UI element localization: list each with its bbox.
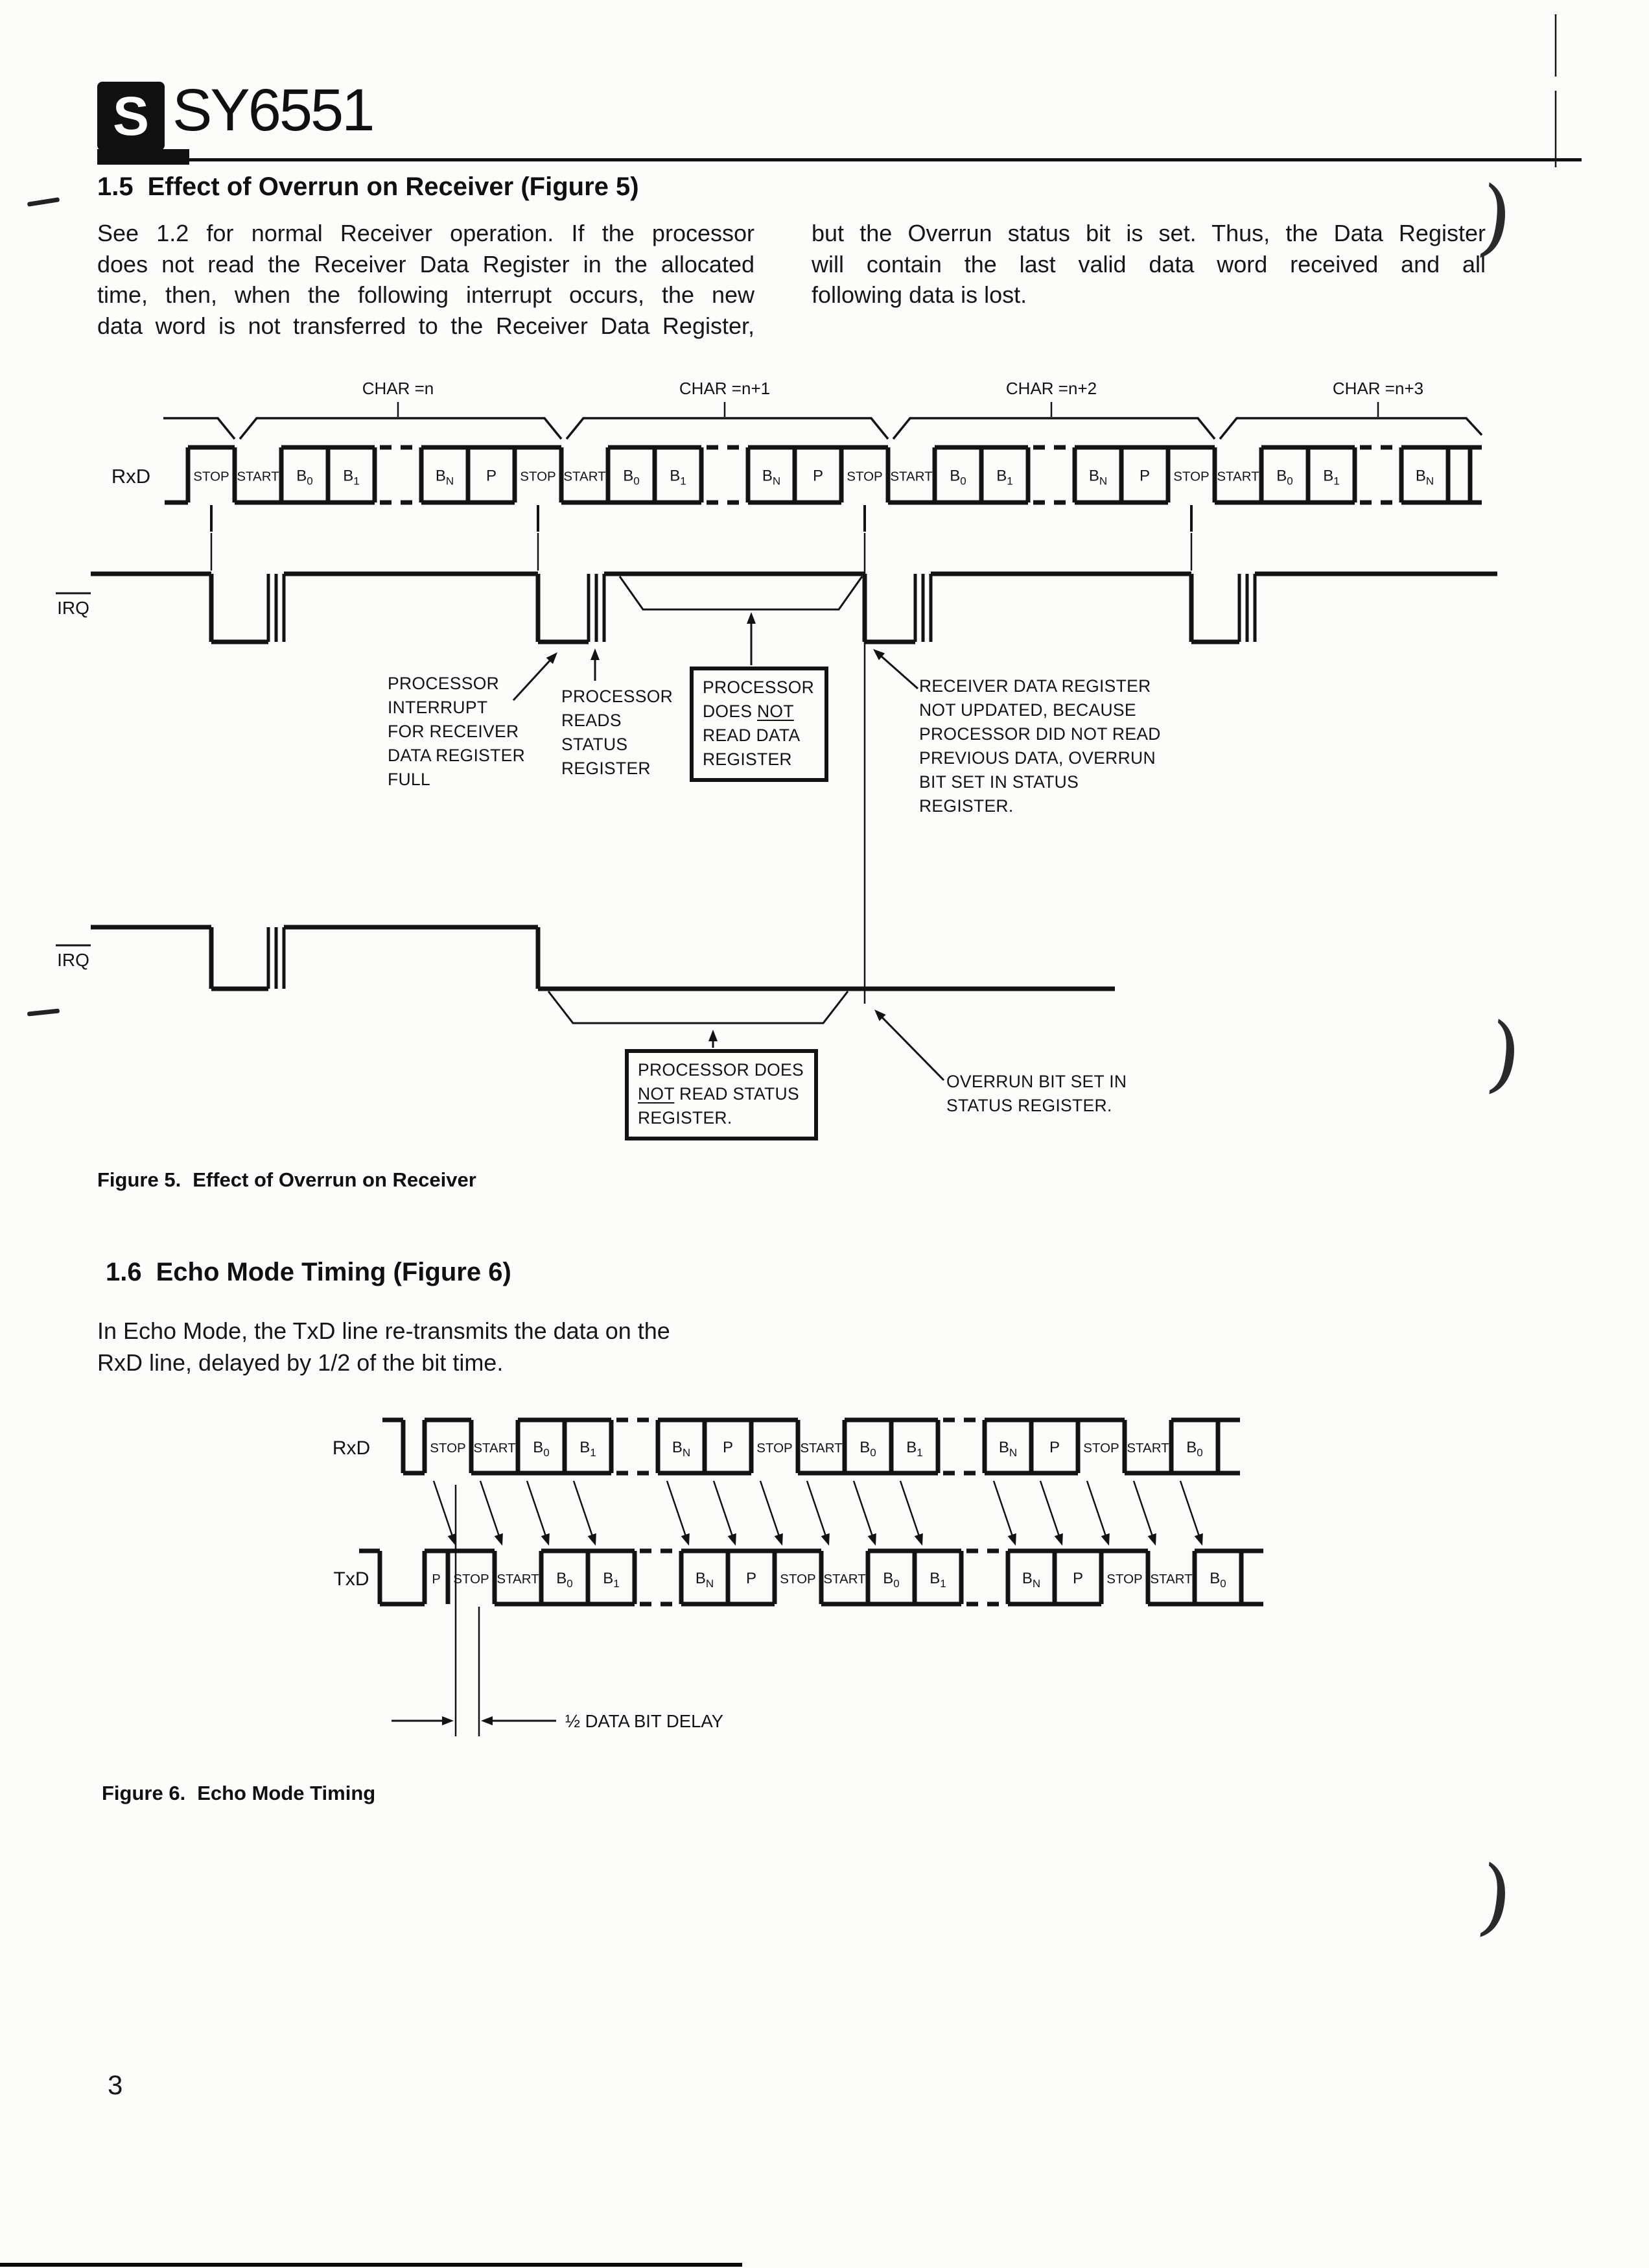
wave-cell-label: $B_N$ (1022, 1570, 1041, 1590)
callout-receiver-data-register-not-updated (919, 674, 1161, 818)
arrowhead (728, 1533, 736, 1546)
wave-cell-label: $B_0$ (1186, 1439, 1203, 1459)
fig6-txd-waveform (359, 1551, 1263, 1604)
diagram-text: START (497, 1572, 539, 1587)
arrowhead (481, 1716, 493, 1725)
diagram-text: START (563, 469, 606, 484)
diagram-text: STOP (1173, 469, 1210, 484)
diagram-text: CHAR =n+3 (1332, 379, 1424, 398)
callout-line: FOR RECEIVER (388, 722, 519, 741)
diagram-line (714, 1481, 734, 1542)
diagram-line (1180, 1481, 1201, 1542)
callout-line: STATUS REGISTER. (946, 1096, 1112, 1115)
wave-cell-label: $B_1$ (906, 1439, 923, 1459)
diagram-text: STOP (780, 1572, 816, 1587)
section-number: 1.6 (106, 1258, 142, 1286)
wave-cell-label: $B_1$ (670, 467, 686, 488)
section-1-6-heading (106, 1258, 511, 1287)
diagram-text: P (1139, 467, 1151, 485)
header-rule (165, 158, 1582, 161)
wave-cell-label: $B_N$ (1415, 467, 1434, 488)
callout-line: RECEIVER DATA REGISTER (919, 676, 1151, 696)
diagram-path (893, 418, 1215, 439)
wave-cell-label: $B_N$ (762, 467, 781, 488)
logo-bar (97, 149, 189, 165)
diagram-path (548, 991, 848, 1023)
scan-edge-bar (0, 2263, 742, 2267)
diagram-text: STOP (1106, 1572, 1143, 1587)
figure-6-diagram (333, 1437, 370, 1590)
arrowhead (495, 1533, 503, 1546)
callout-line: DOES NOT (703, 702, 794, 721)
diagram-line (574, 1481, 594, 1542)
arrowhead (681, 1533, 690, 1546)
callout-line: INTERRUPT (388, 698, 488, 717)
synertek-logo (0, 14, 1582, 2267)
diagram-text: P (812, 467, 824, 485)
arrowhead (1195, 1533, 1203, 1546)
diagram-text: START (800, 1441, 843, 1456)
overrun-left-column (97, 218, 754, 341)
diagram-line (480, 1481, 501, 1542)
callout-line: PROCESSOR DID NOT READ (919, 724, 1161, 744)
wave-cell-label: $B_N$ (672, 1439, 691, 1459)
arrowhead (591, 648, 600, 660)
paragraph-line: but the Overrun status bit is set. Thus, the Data Register (812, 220, 1486, 246)
diagram-text: STOP (453, 1572, 489, 1587)
diagram-line (760, 1481, 781, 1542)
diagram-text: RxD (111, 465, 151, 488)
figure-6-title: Echo Mode Timing (197, 1782, 376, 1804)
paragraph-line: See 1.2 for normal Receiver operation. If the processor (97, 220, 754, 246)
wave-cell-label: $B_N$ (1088, 467, 1108, 488)
wave-cell-label: $B_1$ (1323, 467, 1340, 488)
arrowhead (775, 1533, 783, 1546)
diagram-path (163, 418, 235, 439)
diagram-line (807, 1481, 828, 1542)
diagram-text: P (485, 467, 497, 485)
diagram-text: CHAR =n+1 (679, 379, 771, 398)
diagram-line (900, 1481, 921, 1542)
wave-cell-label: $B_0$ (556, 1570, 573, 1590)
callout-line: DATA REGISTER (388, 746, 526, 765)
paragraph-line: following data is lost. (812, 281, 1027, 308)
wave-cell-label: $B_0$ (950, 467, 966, 488)
fig5-irq2-waveform (91, 927, 1115, 1023)
diagram-line (876, 652, 918, 689)
arrowhead (588, 1533, 596, 1546)
diagram-text: IRQ (57, 598, 89, 618)
fig6-echo-arrows (434, 1481, 1203, 1546)
callout-line: READS (561, 711, 622, 730)
diagram-path (1220, 418, 1482, 439)
irq-signal-label (56, 593, 91, 618)
callout-line: REGISTER. (919, 796, 1014, 816)
wave-cell-label: $B_0$ (296, 467, 313, 488)
arrowhead (747, 612, 756, 624)
section-1-5-heading (97, 172, 639, 202)
figure-6-caption (102, 1782, 375, 1805)
arrowhead (1055, 1533, 1063, 1546)
irq-signal-label (56, 945, 91, 970)
scan-artifact-paren: ) (1482, 1004, 1526, 1105)
diagram-path (567, 418, 888, 439)
fig5-rxd-waveform (165, 447, 1482, 502)
echo-mode-paragraph (97, 1315, 789, 1378)
diagram-text: P (432, 1572, 441, 1587)
diagram-line (1087, 1481, 1108, 1542)
callout-line: REGISTER. (638, 1108, 732, 1128)
diagram-line (877, 1012, 944, 1080)
callout-processor-does-not-read-data (690, 667, 828, 782)
diagram-text: START (1127, 1441, 1169, 1456)
paragraph-line: data word is not transferred to the Receiver Data Register, (97, 312, 754, 339)
diagram-text: P (1049, 1439, 1060, 1456)
callout-line: REGISTER (703, 750, 792, 769)
wave-cell-label: $B_1$ (996, 467, 1013, 488)
callout-line: NOT READ STATUS (638, 1084, 799, 1104)
fig5-irq1-waveform (91, 574, 1497, 642)
diagram-text: START (1150, 1572, 1193, 1587)
paragraph-line: will contain the last valid data word received and all (812, 250, 1486, 278)
delay-label: ½ DATA BIT DELAY (565, 1711, 724, 1731)
paragraph-line: does not read the Receiver Data Register in the allocated (97, 250, 754, 278)
page-number: 3 (108, 2070, 123, 2100)
diagram-text: CHAR =n (362, 379, 434, 398)
wave-cell-label: $B_0$ (883, 1570, 900, 1590)
wave-cell-label: $B_0$ (1210, 1570, 1226, 1590)
diagram-text: P (722, 1439, 734, 1456)
callout-line: READ DATA (703, 726, 801, 745)
diagram-text: CHAR =n+2 (1005, 379, 1097, 398)
arrowhead (541, 1533, 550, 1546)
diagram-line (854, 1481, 874, 1542)
callout-line: PROCESSOR DOES (638, 1060, 804, 1080)
arrowhead (915, 1533, 923, 1546)
diagram-text: STOP (430, 1441, 466, 1456)
wave-cell-label: $B_N$ (695, 1570, 714, 1590)
diagram-text: START (237, 469, 279, 484)
diagram-line (1040, 1481, 1061, 1542)
callout-line: PREVIOUS DATA, OVERRUN (919, 748, 1156, 768)
wave-cell-label: $B_1$ (930, 1570, 946, 1590)
fig6-rxd-waveform (382, 1420, 1240, 1473)
diagram-text: P (1072, 1570, 1084, 1587)
section-number: 1.5 (97, 172, 134, 201)
arrowhead (442, 1716, 454, 1725)
wave-cell-label: $B_1$ (579, 1439, 596, 1459)
wave-cell-label: $B_1$ (343, 467, 360, 488)
callout-overrun-bit-set (946, 1070, 1127, 1118)
callout-line: PROCESSOR (388, 674, 500, 693)
paragraph-line: RxD line, delayed by 1/2 of the bit time. (97, 1349, 504, 1376)
diagram-text: STOP (193, 469, 229, 484)
scan-artifact-paren: ) (1473, 168, 1517, 268)
arrowhead (708, 1030, 718, 1041)
diagram-line (434, 1481, 454, 1542)
diagram-text: STOP (756, 1441, 793, 1456)
callout-line: STATUS (561, 735, 628, 754)
figure-6-label: Figure 6. (102, 1782, 186, 1804)
fig6-delay-annotation (392, 1485, 723, 1736)
callout-line: PROCESSOR (561, 687, 673, 706)
scan-artifact-paren: ) (1473, 1847, 1517, 1948)
diagram-line (527, 1481, 548, 1542)
diagram-text: STOP (1083, 1441, 1119, 1456)
callout-line: PROCESSOR (703, 678, 815, 697)
wave-cell-label: $B_N$ (435, 467, 454, 488)
diagram-text: TxD (333, 1568, 369, 1590)
diagram-text: STOP (520, 469, 556, 484)
callout-line: FULL (388, 770, 431, 789)
paragraph-line: time, then, when the following interrupt occurs, the new (97, 281, 754, 308)
diagram-line (994, 1481, 1014, 1542)
arrowhead (821, 1533, 830, 1546)
callout-processor-does-not-read-status (625, 1049, 818, 1140)
section-title: Effect of Overrun on Receiver (Figure 5) (147, 172, 639, 201)
wave-cell-label: $B_0$ (533, 1439, 550, 1459)
diagram-text: RxD (332, 1437, 371, 1459)
diagram-path (240, 418, 561, 439)
diagram-text: START (823, 1572, 866, 1587)
diagram-text: P (745, 1570, 757, 1587)
arrowhead (1101, 1533, 1110, 1546)
diagram-line (1134, 1481, 1154, 1542)
figure-5-label: Figure 5. (97, 1168, 181, 1191)
diagram-path (620, 576, 862, 609)
diagram-line (667, 1481, 688, 1542)
overrun-right-column (812, 218, 1486, 311)
arrowhead (1148, 1533, 1156, 1546)
diagram-text: START (890, 469, 933, 484)
diagram-text: IRQ (57, 950, 89, 970)
diagram-text: START (473, 1441, 516, 1456)
diagram-text: START (1217, 469, 1259, 484)
figure-5-title: Effect of Overrun on Receiver (193, 1168, 476, 1191)
arrowhead (1008, 1533, 1016, 1546)
callout-processor-reads-status (561, 685, 673, 781)
wave-cell-label: $B_1$ (603, 1570, 620, 1590)
brand-title: SY6551 (172, 77, 373, 143)
arrowhead (868, 1533, 876, 1546)
diagram-text: S (112, 86, 150, 147)
callout-processor-interrupt (388, 672, 525, 792)
section-title: Echo Mode Timing (Figure 6) (156, 1258, 511, 1286)
diagram-text: STOP (847, 469, 883, 484)
callout-line: OVERRUN BIT SET IN (946, 1072, 1127, 1091)
wave-cell-label: $B_0$ (860, 1439, 876, 1459)
wave-cell-label: $B_0$ (623, 467, 640, 488)
callout-line: BIT SET IN STATUS (919, 772, 1079, 792)
wave-cell-label: $B_N$ (998, 1439, 1018, 1459)
callout-line: REGISTER (561, 759, 651, 778)
wave-cell-label: $B_0$ (1276, 467, 1293, 488)
paragraph-line: In Echo Mode, the TxD line re-transmits the data on the (97, 1317, 670, 1344)
callout-line: NOT UPDATED, BECAUSE (919, 700, 1136, 720)
figure-5-caption (97, 1168, 476, 1192)
